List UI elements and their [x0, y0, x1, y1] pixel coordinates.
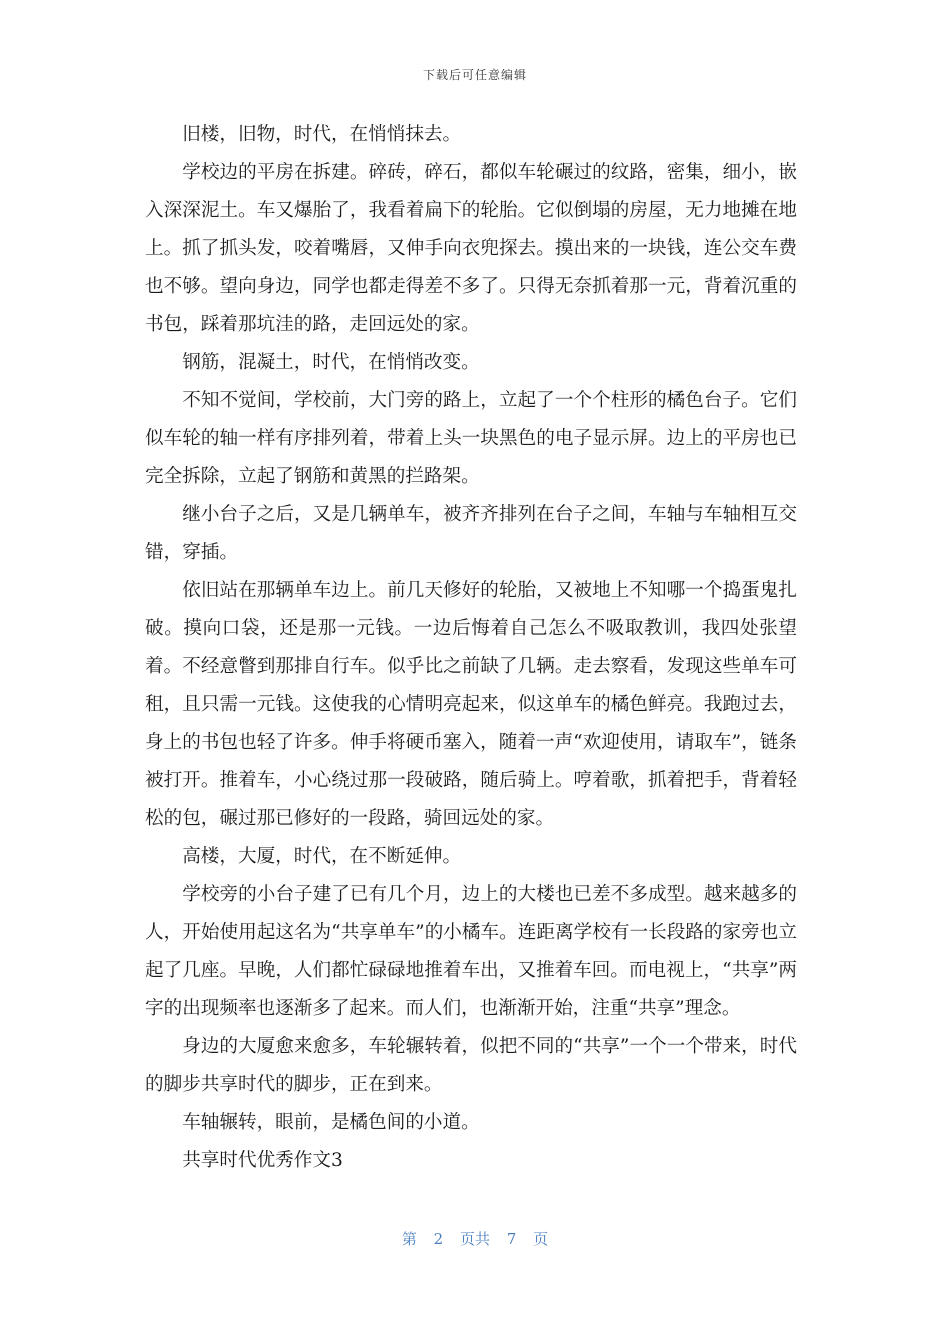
paragraph: 依旧站在那辆单车边上。前几天修好的轮胎，又被地上不知哪一个捣蛋鬼扎破。摸向口袋，还是那一元钱。一边后悔着自己怎么不吸取教训，我四处张望着。不经意瞥到那排自行车。似乎比之前缺了几辆。走去察看，发现这些单车可租，且只需一元钱。这使我的心情明亮起来，似这单车的橘色鲜亮。我跑过去，身上的书包也轻了许多。伸手将硬币塞入，随着一声“欢迎使用，请取车”，链条被打开。推着车，小心绕过那一段破路，随后骑上。哼着歌，抓着把手，背着轻松的包，碾过那已修好的一段路，骑回远处的家。 — [145, 580, 797, 829]
paragraph: 学校边的平房在拆建。碎砖，碎石，都似车轮碾过的纹路，密集，细小，嵌入深深泥土。车又爆胎了，我看着扁下的轮胎。它似倒塌的房屋，无力地摊在地上。抓了抓头发，咬着嘴唇，又伸手向衣兜探去。摸出来的一块钱，连公交车费也不够。望向身边，同学也都走得差不多了。只得无奈抓着那一元，背着沉重的书包，踩着那坑洼的路，走回远处的家。 — [145, 162, 797, 335]
paragraph: 继小台子之后，又是几辆单车，被齐齐排列在台子之间，车轴与车轴相互交错，穿插。 — [145, 504, 797, 563]
paragraph: 身边的大厦愈来愈多，车轮辗转着，似把不同的“共享”一个一个带来，时代的脚步共享时代的脚步，正在到来。 — [145, 1036, 797, 1095]
page-number: 第 2 页共 7 页 — [401, 1230, 549, 1248]
paragraph: 钢筋，混凝土，时代，在悄悄改变。 — [182, 352, 480, 373]
paragraph: 不知不觉间，学校前，大门旁的路上，立起了一个个柱形的橘色台子。它们似车轮的轴一样有序排列着，带着上头一块黑色的电子显示屏。边上的平房也已完全拆除，立起了钢筋和黄黑的拦路架。 — [145, 390, 797, 487]
document-body — [145, 116, 797, 1180]
page-header: 下载后可任意编辑 — [422, 68, 527, 82]
paragraph: 车轴辗转，眼前，是橘色间的小道。 — [182, 1112, 480, 1133]
paragraph: 旧楼，旧物，时代，在悄悄抹去。 — [182, 124, 462, 145]
paragraph: 高楼，大厦，时代，在不断延伸。 — [182, 846, 462, 867]
section-title: 共享时代优秀作文3 — [182, 1150, 343, 1171]
paragraph: 学校旁的小台子建了已有几个月，边上的大楼也已差不多成型。越来越多的人，开始使用起这名为“共享单车”的小橘车。连距离学校有一长段路的家旁也立起了几座。早晚，人们都忙碌碌地推着车出，又推着车回。而电视上，“共享”两字的出现频率也逐渐多了起来。而人们，也渐渐开始，注重“共享”理念。 — [145, 884, 797, 1019]
